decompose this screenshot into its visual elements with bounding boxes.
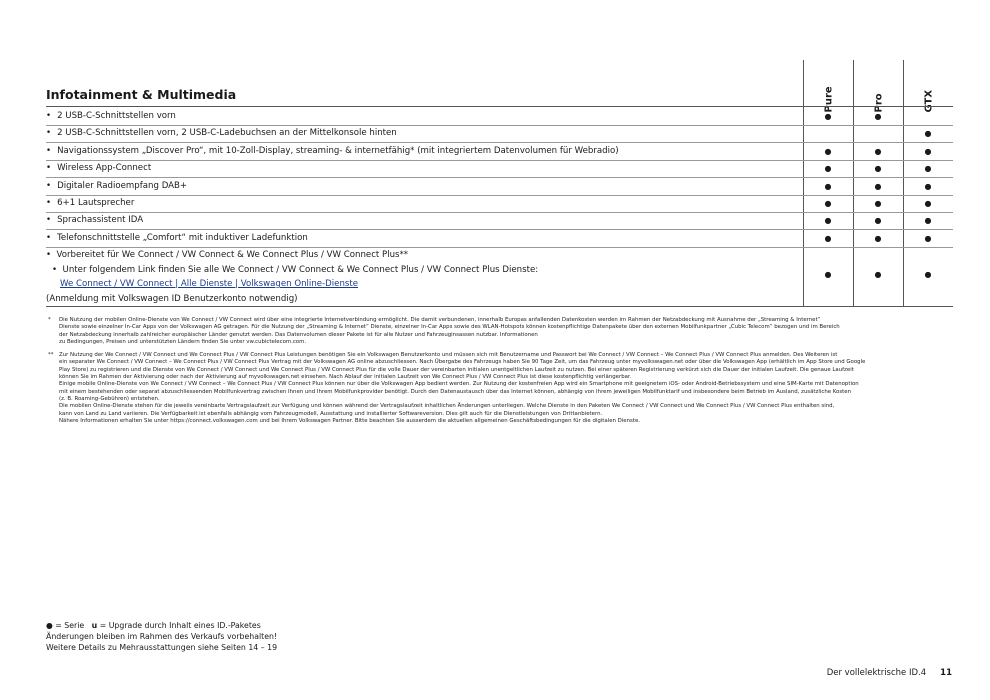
footnote-line: Einige mobile Online-Dienste von We Connect / VW Connect – We Connect Plus / VW Connect Plus können nur über die Volkswagen App bedient werden. Zur Nutzung der kostenfreien App wird ein Smartphone mit geeignetem iOS- oder Android-Betriebssystem und eine SIM-Karte mit Datenoption: [59, 381, 859, 388]
table-top-rule: [46, 106, 953, 107]
row-label: • Digitaler Radioempfang DAB+: [46, 180, 188, 191]
row-mark-pure: ●: [824, 181, 832, 191]
row-mark-pro: ●: [874, 233, 882, 243]
footnote-line: Die Nutzung der mobilen Online-Dienste von We Connect / VW Connect wird über eine integrierte Internetverbindung ermöglicht. Die damit verbundenen, innerhalb Europas anfallenden Datenkosten werden im Rahmen der Netzabdeckung mit Ausnahme der „Streaming & Internet“: [59, 317, 821, 323]
table-row: [46, 108, 953, 125]
footnote-line: Play Store) zu registrieren und die Dienste von We Connect / VW Connect und We Connect Plus / VW Connect Plus für die volle Dauer der vereinbarten initialen unentgeltlichen Laufzeit zu nutzen. Bei einer späteren Registrierung verkürzt sich die Dauer der initialen Laufzeit. Die genaue Laufzeit: [59, 366, 854, 373]
row-mark-pure: ●: [824, 112, 832, 121]
footnote-line: der Netzabdeckung innerhalb zahlreicher europäischer Länder genutzt werden. Das Datenvolumen dieser Pakete ist für alle Nutzer und Fahrzeuginsassen nutzbar. Informationen: [59, 331, 538, 338]
connect-services-link[interactable]: We Connect / VW Connect | Alle Dienste | Volkswagen Online-Dienste: [60, 279, 359, 289]
footnote-line: Nähere Informationen erhalten Sie unter https://connect.volkswagen.com und bei Ihrem Volkswagen Partner. Bitte beachten Sie ausserdem die aktuellen allgemeinen Geschäftsbedingungen für die digitalen Dienste.: [59, 417, 640, 424]
page-number: 11: [940, 668, 952, 678]
row-mark-gtx: ●: [924, 199, 932, 208]
row-mark-pure: ●: [824, 146, 832, 156]
row-mark-gtx: ●: [924, 164, 932, 174]
column-header-pure: Pure: [803, 60, 854, 106]
row-label: • 2 USB-C-Schnittstellen vorn: [46, 111, 176, 121]
footnote: * Die Nutzung der mobilen Online-Dienste von We Connect / VW Connect wird über eine integrierte Internetverbindung ermöglicht. Die damit verbundenen, innerhalb Europas anfallenden Datenkosten werden im Rahmen der Netzabdeckung mit Ausnahme der „Streaming & Internet“ Dienste sowie einzelner In-Car Apps von der Volkswagen AG getragen. Für die Nutzung der „Streaming & Internet“ Dienste, einzelner In-Car Apps sowie des WLAN-Hotspots können kostenpflichtige Datenpakete über den externen Mobilfunkpartner „Cubic Telecom“ bezogen und im Bereich der Netzabdeckung innerhalb zahlreicher europäischer Länder genutzt werden. Das Datenvolumen dieser Pakete ist für alle Nutzer und Fahrzeuginsassen nutzbar. Informationen zu Bedingungen, Preisen und unterstützten Ländern finden Sie unter vw.cubictelecom.com.: [46, 317, 946, 346]
row-mark-gtx: ●: [924, 129, 932, 139]
row-mark-pure: ●: [824, 164, 832, 174]
footnote-line: kann von Land zu Land variieren. Die Verfügbarkeit ist ebenfalls abhängig vom Fahrzeugmodell, Ausstattung und installierter Softwareversion. Dies gilt auch für die Dienstleistungen von Drittanbietern.: [59, 410, 603, 417]
row-label: • Navigationssystem „Discover Pro“, mit 10-Zoll-Display, streaming- & internetfähig* (mit integriertem Datenvolumen für Webradio): [46, 145, 619, 156]
row-mark-pro: ●: [874, 146, 882, 156]
legend-line-3: Weitere Details zu Mehrausstattungen siehe Seiten 14 – 19: [46, 643, 278, 652]
footnote-line: zu Bedingungen, Preisen und unterstützten Ländern finden Sie unter vw.cubictelecom.com.: [59, 338, 307, 345]
row-mark-gtx: ●: [924, 181, 932, 191]
row-label: • Telefonschnittstelle „Comfort“ mit induktiver Ladefunktion: [46, 232, 308, 243]
connect-line-1: • Vorbereitet für We Connect / VW Connect & We Connect Plus / VW Connect Plus**: [46, 250, 409, 260]
row-mark-pro: ●: [874, 112, 882, 121]
row-mark-pro: ●: [874, 216, 882, 226]
section-title: Infotainment & Multimedia: [46, 87, 237, 102]
table-row: [46, 178, 953, 195]
footnote-line: mit einem bestehenden oder separat abzuschliessenden Mobilfunkvertrag zwischen Ihnen und Ihrem Mobilfunkprovider benötigt. Durch den Datenaustausch über das Internet können, abhängig von Ihrem jeweiligen Mobilfunktarif und insbesondere beim Betrieb im Ausland, zusätzliche Kosten: [59, 388, 851, 395]
connect-line-4: (Anmeldung mit Volkswagen ID Benutzerkonto notwendig): [46, 293, 298, 304]
table-bottom-rule: [46, 306, 953, 307]
connect-line-2: • Unter folgendem Link finden Sie alle We Connect / VW Connect & We Connect Plus / VW Connect Plus Dienste:: [52, 264, 539, 275]
row-mark-pro: ●: [874, 181, 882, 191]
footnote-line: Dienste sowie einzelner In-Car Apps von der Volkswagen AG getragen. Für die Nutzung der „Streaming & Internet“ Dienste, einzelner In-Car Apps sowie des WLAN-Hotspots können kostenpflichtige Datenpakete über den externen Mobilfunkpartner „Cubic Telecom“ bezogen und im Bereich: [59, 324, 840, 331]
mark-connect-pro: ●: [874, 270, 882, 279]
footnote-line: können Sie im Rahmen der Aktivierung oder nach der Aktivierung auf myvolkswagen.net einsehen. Nach Ablauf der initialen Laufzeit von We Connect Plus / VW Connect Plus ist diese kostenpflichtig verlängerbar.: [59, 374, 632, 381]
table-row: [46, 125, 953, 142]
table-row: [46, 230, 953, 247]
table-row: [46, 143, 953, 160]
row-mark-pure: ●: [824, 233, 832, 243]
row-mark-pro: ●: [874, 164, 882, 174]
page-footer: [827, 668, 952, 678]
footnote-line: Zur Nutzung der We Connect / VW Connect und We Connect Plus / VW Connect Plus Leistungen benötigen Sie ein Volkswagen Benutzerkonto und müssen sich mit Benutzername und Passwort bei We Connect / VW Connect – We Connect Plus / VW Connect Plus anmelden. Des Weiteren ist: [59, 352, 838, 359]
row-mark-pure: ●: [824, 199, 832, 208]
footnote-line: Die mobilen Online-Dienste stehen für die jeweils vereinbarte Vertragslaufzeit zur Verfügung und können während der Vertragslaufzeit inhaltlichen Änderungen unterliegen. Welche Dienste in den Paketen We Connect / VW Connect und We Connect Plus / VW Connect Plus enthalten sind,: [59, 403, 835, 410]
footnote-line: ein separater We Connect / VW Connect – We Connect Plus / VW Connect Plus Vertrag mit der Volkswagen AG online abzuschliessen. Nach Übergabe des Fahrzeugs haben Sie 90 Tage Zeit, um das Fahrzeug unter myvolkswagen.net oder über die Volkswagen App (erhältlich im App Store und Google: [59, 359, 866, 366]
row-label: • Wireless App-Connect: [46, 163, 152, 174]
column-header-pro: Pro: [853, 60, 904, 106]
footnote: ** Zur Nutzung der We Connect / VW Connect und We Connect Plus / VW Connect Plus Leistungen benötigen Sie ein Volkswagen Benutzerkonto und müssen sich mit Benutzername und Passwort bei We Connect / VW Connect – We Connect Plus / VW Connect Plus anmelden. Des Weiteren ist ein separater We Connect / VW Connect – We Connect Plus / VW Connect Plus Vertrag mit der Volkswagen AG online abzuschliessen. Nach Übergabe des Fahrzeugs haben Sie 90 Tage Zeit, um das Fahrzeug unter myvolkswagen.net oder über die Volkswagen App (erhältlich im App Store und Google Play Store) zu registrieren und die Dienste von We Connect / VW Connect und We Connect Plus / VW Connect Plus für die volle Dauer der vereinbarten initialen unentgeltlichen Laufzeit zu nutzen. Bei einer späteren Registrierung verkürzt sich die Dauer der initialen Laufzeit. Die genaue Laufzeit können Sie im Rahmen der Aktivierung oder nach der Aktivierung auf myvolkswagen.net einsehen. Nach Ablauf der initialen Laufzeit von We Connect Plus / VW Connect Plus ist diese kostenpflichtig verlängerbar. Einige mobile Online-Dienste von We Connect / VW Connect – We Connect Plus / VW Connect Plus können nur über die Volkswagen App bedient werden. Zur Nutzung der kostenfreien App wird ein Smartphone mit geeignetem iOS- oder Android-Betriebssystem und eine SIM-Karte mit Datenoption mit einem bestehenden oder separat abzuschliessenden Mobilfunkvertrag zwischen Ihnen und Ihrem Mobilfunkprovider benötigt. Durch den Datenaustausch über das Internet können, abhängig von Ihrem jeweiligen Mobilfunktarif und insbesondere beim Betrieb im Ausland, zusätzliche Kosten (z. B. Roaming-Gebühren) entstehen. Die mobilen Online-Dienste stehen für die jeweils vereinbarte Vertragslaufzeit zur Verfügung und können während der Vertragslaufzeit inhaltlichen Änderungen unterliegen. Welche Dienste in den Paketen We Connect / VW Connect und We Connect Plus / VW Connect Plus enthalten sind, kann von Land zu Land variieren. Die Verfügbarkeit ist ebenfalls abhängig vom Fahrzeugmodell, Ausstattung und installierter Softwareversion. Dies gilt auch für die Dienstleistungen von Drittanbietern. Nähere Informationen erhalten Sie unter https://connect.volkswagen.com und bei Ihrem Volkswagen Partner. Bitte beachten Sie ausserdem die aktuellen allgemeinen Geschäftsbedingungen für die digitalen Dienste.: [46, 352, 946, 425]
row-label: • 2 USB-C-Schnittstellen vorn, 2 USB-C-Ladebuchsen an der Mittelkonsole hinten: [46, 128, 397, 139]
mark-connect-pure: ●: [824, 270, 832, 279]
row-mark-pure: ●: [824, 216, 832, 226]
legend-line-2: Änderungen bleiben im Rahmen des Verkaufs vorbehalten!: [46, 632, 278, 641]
table-row: [46, 160, 953, 177]
table-row: [46, 212, 953, 229]
row-mark-pro: ●: [874, 199, 882, 208]
legend: ● = Serie u = Upgrade durch Inhalt eines ID.-Paketes Änderungen bleiben im Rahmen des Verkaufs vorbehalten! Weitere Details zu Mehrausstattungen siehe Seiten 14 – 19: [46, 621, 278, 652]
row-label: • 6+1 Lautsprecher: [46, 198, 135, 208]
row-label: • Sprachassistent IDA: [46, 215, 144, 226]
table-row: [46, 195, 953, 212]
row-mark-gtx: ●: [924, 216, 932, 226]
brochure-title: Der vollelektrische ID.4: [826, 668, 927, 678]
column-header-gtx: GTX: [903, 60, 954, 106]
mark-connect-gtx: ●: [924, 270, 932, 279]
row-mark-gtx: ●: [924, 146, 932, 156]
footnote-line: (z. B. Roaming-Gebühren) entstehen.: [59, 395, 160, 402]
row-mark-gtx: ●: [924, 233, 932, 243]
